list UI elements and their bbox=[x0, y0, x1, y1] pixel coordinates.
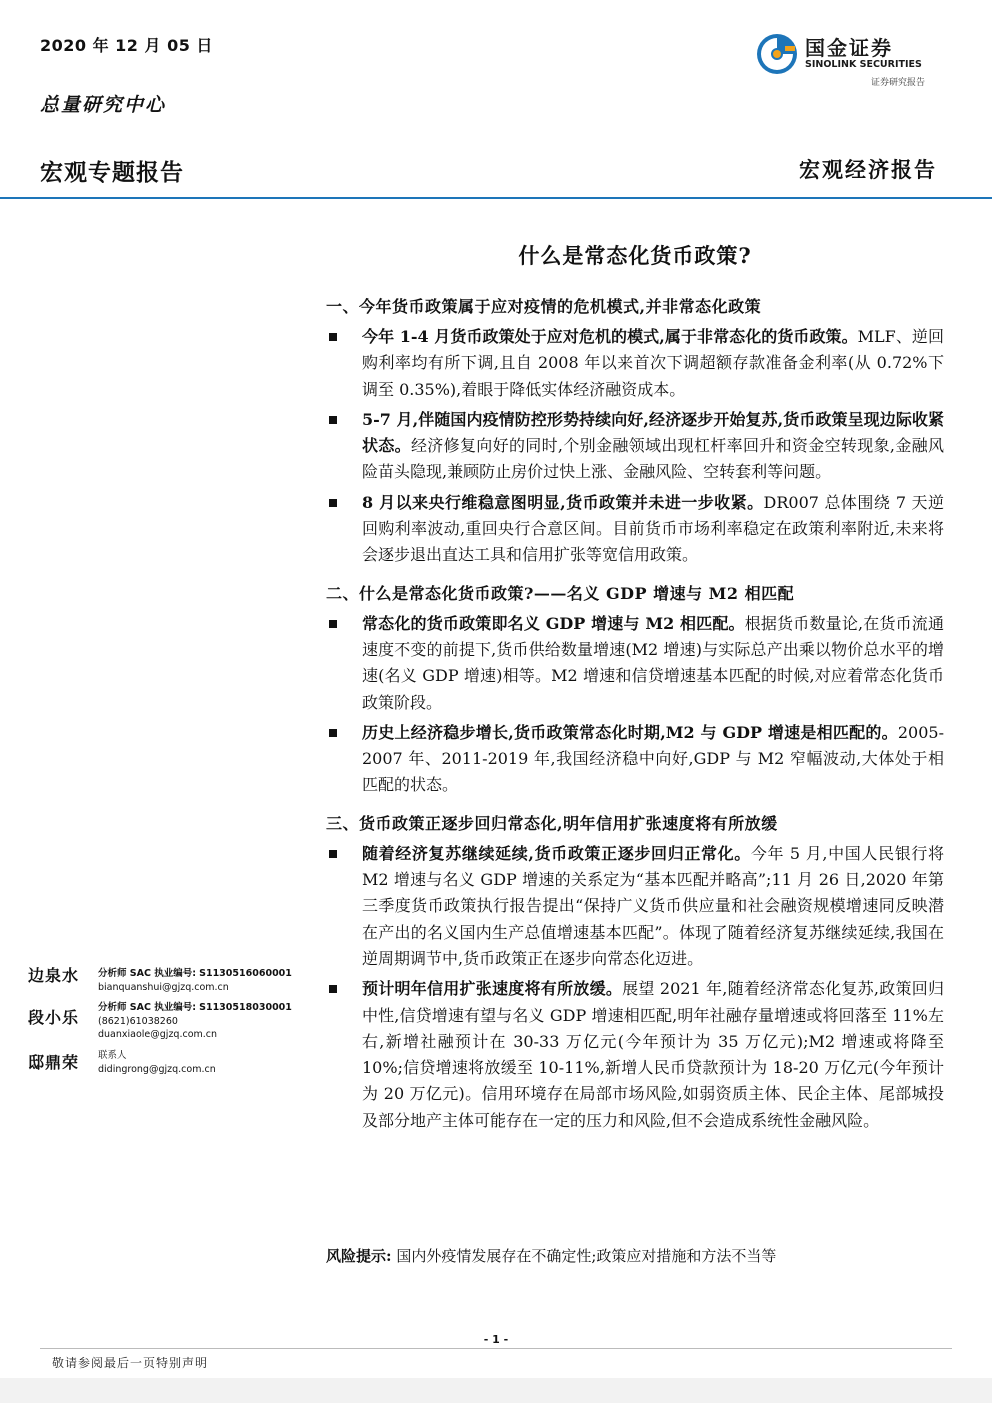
section-heading: 三、货币政策正逐步回归常态化,明年信用扩张速度将有所放缓 bbox=[326, 813, 778, 833]
square-bullet-icon bbox=[329, 620, 337, 628]
author-credential bbox=[98, 968, 292, 981]
square-bullet-icon bbox=[329, 729, 337, 737]
risk-note bbox=[326, 1245, 776, 1266]
bullet-item bbox=[326, 324, 944, 403]
report-body bbox=[326, 294, 944, 1134]
author-role: 分析师 SAC 执业编号: bbox=[98, 968, 197, 979]
company-logo bbox=[755, 30, 945, 92]
bullet-lead: 预计明年信用扩张速度将有所放缓。 bbox=[362, 979, 623, 999]
header-divider bbox=[0, 197, 992, 199]
bullet-item bbox=[326, 407, 944, 486]
author-email[interactable]: duanxiaole@gjzq.com.cn bbox=[98, 1029, 218, 1040]
sinolink-logo-icon bbox=[755, 32, 799, 76]
author-name: 边泉水 bbox=[28, 966, 80, 985]
author-name: 段小乐 bbox=[28, 1008, 80, 1027]
bullet-lead: 常态化的货币政策即名义 GDP 增速与 M2 相匹配。 bbox=[362, 613, 745, 633]
logo-chinese-name: 国金证券 bbox=[805, 36, 893, 60]
bullet-item bbox=[326, 490, 944, 569]
risk-label: 风险提示: bbox=[326, 1247, 392, 1265]
author-role: 分析师 SAC 执业编号: bbox=[98, 1002, 197, 1013]
bullet-text: DR007 总体围绕 7 天逆回购利率波动,重回央行合意区间。目前货币市场利率稳定在政策利率附近,未来将会逐步退出直达工具和信用扩张等宽信用政策。 bbox=[362, 492, 944, 565]
square-bullet-icon bbox=[329, 333, 337, 341]
page-bottom-band bbox=[0, 1378, 992, 1403]
bullet-lead: 随着经济复苏继续延续,货币政策正逐步回归正常化。 bbox=[362, 843, 751, 863]
square-bullet-icon bbox=[329, 416, 337, 424]
author-email[interactable]: didingrong@gjzq.com.cn bbox=[98, 1064, 216, 1075]
bullet-item bbox=[326, 720, 944, 799]
footer-disclaimer: 敬请参阅最后一页特别声明 bbox=[52, 1356, 209, 1370]
author-role: 联系人 bbox=[98, 1050, 127, 1061]
bullet-text: 经济修复向好的同时,个别金融领域出现杠杆率回升和资金空转现象,金融风险苗头隐现,兼顾防止房价过快上涨、金融风险、空转套利等问题。 bbox=[362, 436, 944, 482]
square-bullet-icon bbox=[329, 850, 337, 858]
bullet-text: 展望 2021 年,随着经济常态化复苏,政策回归中性,信贷增速有望与名义 GDP 增速相匹配,明年社融存量增速或将回落至 11%左右,新增社融预计在 30-33 万亿元(今年预计为 35 万亿元);M2 增速或将降至 10%;信贷增速将放缓至 10-11%,新增人民币贷款预计为 18-20 万亿元(今年预计为 20 万亿元)。信用环境存在局部市场风险,如弱资质主体、民企主体、尾部城投及部分地产主体可能存在一定的压力和风险,但不会造成系统性金融风险。 bbox=[362, 979, 944, 1130]
bullet-lead: 8 月以来央行维稳意图明显,货币政策并未进一步收紧。 bbox=[362, 492, 764, 512]
bullet-item bbox=[326, 611, 944, 716]
report-title: 什么是常态化货币政策? bbox=[518, 243, 752, 268]
section-heading: 一、今年货币政策属于应对疫情的危机模式,并非常态化政策 bbox=[326, 297, 762, 316]
bullet-text: MLF、逆回购利率均有所下调,且自 2008 年以来首次下调超额存款准备金利率(从 0.72%下调至 0.35%),着眼于降低实体经济融资成本。 bbox=[362, 327, 944, 399]
logo-subtitle: 证券研究报告 bbox=[871, 78, 926, 88]
bullet-item bbox=[326, 841, 944, 972]
bullet-text: 根据货币数量论,在货币流通速度不变的前提下,货币供给数量增速(M2 增速)与实际总产出乘以物价总水平的增速(名义 GDP 增速)相等。M2 增速和信贷增速基本匹配的时候,对应着常态化货币政策阶段。 bbox=[362, 613, 944, 712]
author-credential bbox=[98, 1002, 292, 1015]
bullet-lead: 5-7 月,伴随国内疫情防控形势持续向好,经济逐步开始复苏,货币政策呈现边际收紧状态。 bbox=[362, 409, 944, 456]
author-sac-id: S1130518030001 bbox=[199, 1002, 292, 1013]
bullet-lead: 今年 1-4 月货币政策处于应对危机的模式,属于非常态化的货币政策。 bbox=[362, 327, 858, 346]
bullet-text: 今年 5 月,中国人民银行将 M2 增速与名义 GDP 增速的关系定为“基本匹配并略高”;11 月 26 日,2020 年第三季度货币政策执行报告提出“保持广义货币供应量和社会融资规模增速同反映潜在产出的名义国内生产总值增速基本匹配”。体现了随着经济复苏继续延续,我国在逆周期调节中,货币政策正在逐步向常态化迈进。 bbox=[362, 843, 944, 968]
bullet-lead: 历史上经济稳步增长,货币政策常态化时期,M2 与 GDP 增速是相匹配的。 bbox=[362, 722, 898, 742]
author-phone: (8621)61038260 bbox=[98, 1016, 178, 1027]
author-name: 邸鼎荣 bbox=[28, 1053, 80, 1072]
author-email[interactable]: bianquanshui@gjzq.com.cn bbox=[98, 982, 229, 993]
research-center: 总量研究中心 bbox=[40, 94, 167, 116]
section-heading: 二、什么是常态化货币政策?——名义 GDP 增速与 M2 相匹配 bbox=[326, 583, 795, 603]
report-category: 宏观经济报告 bbox=[799, 157, 937, 182]
risk-text: 国内外疫情发展存在不确定性;政策应对措施和方法不当等 bbox=[396, 1247, 777, 1265]
footer-divider bbox=[40, 1348, 952, 1349]
square-bullet-icon bbox=[329, 499, 337, 507]
report-type: 宏观专题报告 bbox=[40, 160, 184, 186]
report-date: 2020 年 12 月 05 日 bbox=[40, 36, 213, 55]
page-number: - 1 - bbox=[483, 1333, 509, 1346]
logo-english-name: SINOLINK SECURITIES bbox=[805, 59, 922, 70]
bullet-text: 2005-2007 年、2011-2019 年,我国经济稳中向好,GDP 与 M2 窄幅波动,大体处于相匹配的状态。 bbox=[362, 722, 944, 795]
bullet-item bbox=[326, 976, 944, 1134]
author-sac-id: S1130516060001 bbox=[199, 968, 292, 979]
square-bullet-icon bbox=[329, 985, 337, 993]
